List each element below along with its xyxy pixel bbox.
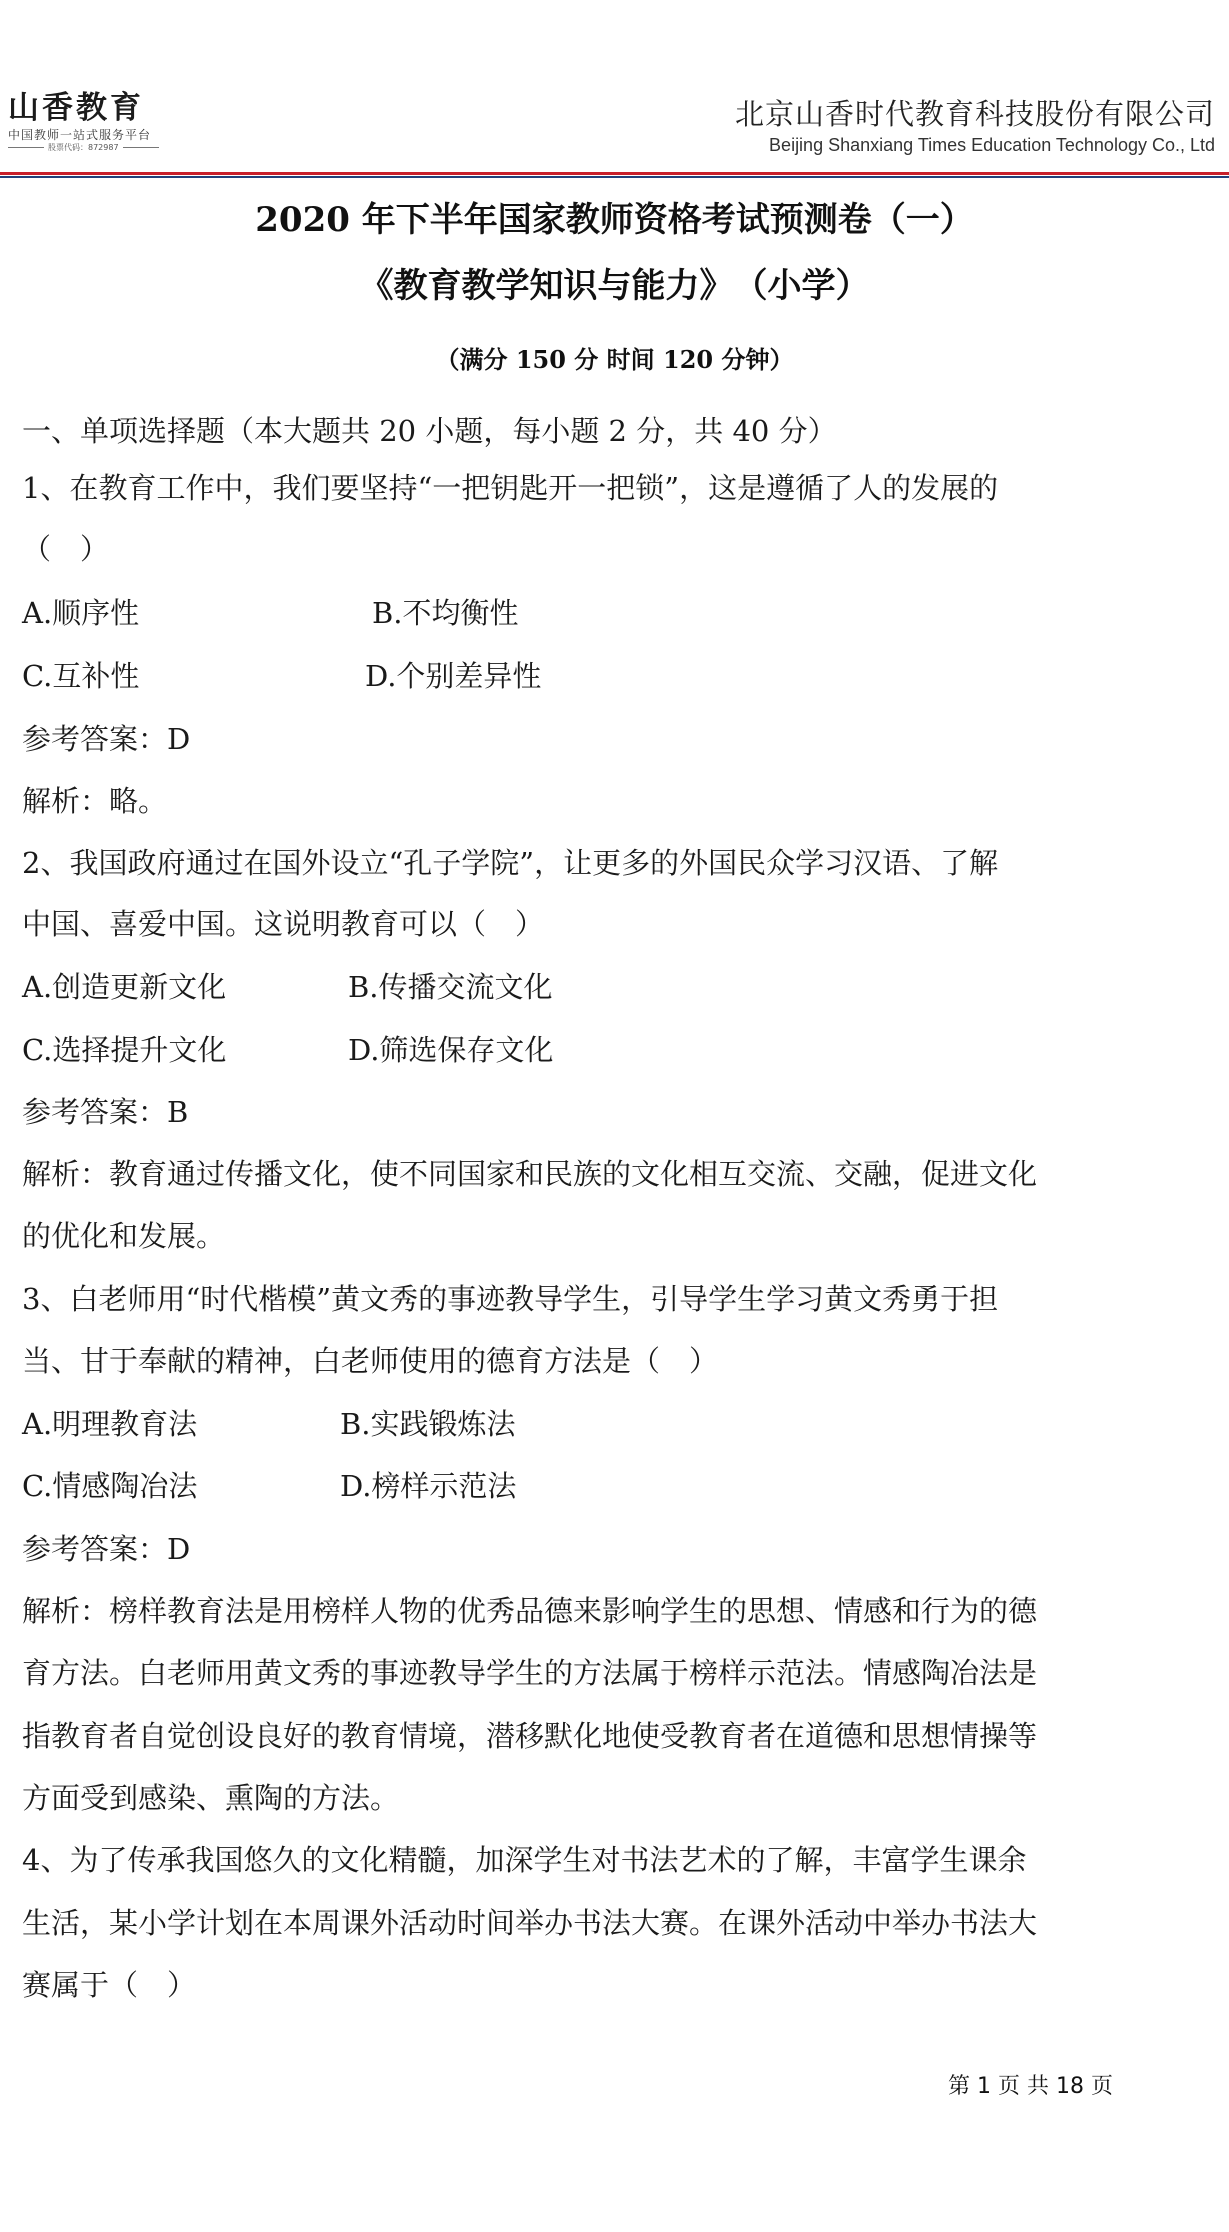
option-b: B.传播交流文化 — [348, 970, 553, 1004]
company-name — [735, 96, 1215, 156]
option-d: D.榜样示范法 — [340, 1469, 517, 1503]
analysis-line: 的优化和发展。 — [22, 1219, 226, 1253]
question-stem-line: 3、白老师用“时代楷模”黄文秀的事迹教导学生，引导学生学习黄文秀勇于担 — [22, 1282, 999, 1316]
answer-line: 参考答案：D — [22, 1532, 191, 1566]
logo-name: 山香教育 — [8, 90, 144, 126]
exam-title: 2020 年下半年国家教师资格考试预测卷（一） — [255, 200, 974, 240]
option-a: A.创造更新文化 — [22, 970, 227, 1004]
header-rule-blue — [0, 176, 1229, 178]
header-rule-red — [0, 172, 1229, 175]
section-heading: 一、单项选择题（本大题共 20 小题，每小题 2 分，共 40 分） — [22, 414, 837, 448]
option-b: B.不均衡性 — [372, 596, 519, 630]
question-stem-line: 当、甘于奉献的精神，白老师使用的德育方法是（ ） — [22, 1344, 719, 1378]
answer-line: 参考答案：B — [22, 1095, 189, 1129]
analysis-line: 方面受到感染、熏陶的方法。 — [22, 1781, 400, 1815]
logo-stock-code — [8, 142, 180, 153]
option-d: D.筛选保存文化 — [348, 1033, 554, 1067]
analysis-line: 指教育者自觉创设良好的教育情境，潜移默化地使受教育者在道德和思想情操等 — [22, 1719, 1038, 1753]
logo — [8, 90, 180, 153]
analysis-line: 解析：榜样教育法是用榜样人物的优秀品德来影响学生的思想、情感和行为的德 — [22, 1594, 1038, 1628]
analysis-line: 解析：教育通过传播文化，使不同国家和民族的文化相互交流、交融，促进文化 — [22, 1157, 1038, 1191]
logo-slogan: 中国教师一站式服务平台 — [8, 128, 152, 142]
logo-stock-text: 股票代码：872987 — [48, 143, 119, 152]
logo-divider-right — [123, 147, 159, 148]
logo-divider-left — [8, 147, 44, 148]
company-name-cn: 北京山香时代教育科技股份有限公司 — [734, 97, 1215, 131]
option-b: B.实践锻炼法 — [340, 1407, 516, 1441]
exam-meta: （满分 150 分 时间 120 分钟） — [435, 345, 794, 374]
page-number: 第 1 页 共 18 页 — [948, 2074, 1113, 2099]
question-stem-line: 生活，某小学计划在本周课外活动时间举办书法大赛。在课外活动中举办书法大 — [22, 1906, 1038, 1940]
option-a: A.明理教育法 — [22, 1407, 198, 1441]
option-a: A.顺序性 — [22, 596, 140, 630]
question-stem-line: 中国、喜爱中国。这说明教育可以（ ） — [22, 907, 545, 941]
analysis-line: 育方法。白老师用黄文秀的事迹教导学生的方法属于榜样示范法。情感陶冶法是 — [22, 1656, 1038, 1690]
answer-line: 参考答案：D — [22, 722, 191, 756]
question-stem-line: 1、在教育工作中，我们要坚持“一把钥匙开一把锁”，这是遵循了人的发展的 — [22, 471, 999, 505]
option-c: C.情感陶冶法 — [22, 1469, 198, 1503]
question-stem-line: 2、我国政府通过在国外设立“孔子学院”，让更多的外国民众学习汉语、了解 — [22, 846, 999, 880]
option-c: C.互补性 — [22, 659, 140, 693]
option-c: C.选择提升文化 — [22, 1033, 227, 1067]
exam-subject: 《教育教学知识与能力》 （小学） — [359, 266, 870, 306]
analysis-line: 解析：略。 — [22, 784, 168, 818]
option-d: D.个别差异性 — [365, 659, 542, 693]
question-stem-line: 赛属于（ ） — [22, 1968, 197, 2002]
question-stem-line: 4、为了传承我国悠久的文化精髓，加深学生对书法艺术的了解，丰富学生课余 — [22, 1843, 1027, 1877]
question-stem-line: （ ） — [22, 532, 110, 566]
company-name-en: Beijing Shanxiang Times Education Technology Co., Ltd — [769, 135, 1215, 155]
